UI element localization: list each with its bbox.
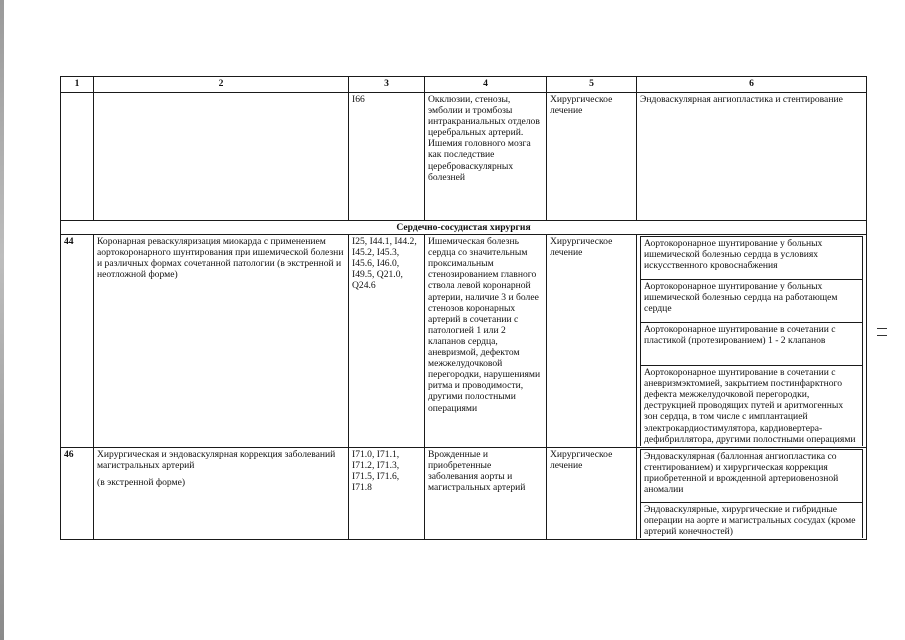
- name-cell: [94, 93, 349, 221]
- header-cell: 5: [547, 77, 637, 93]
- table-row-46: [61, 447, 867, 539]
- row-name: Хирургическая и эндоваскулярная коррекция заболеваний магистральных артерий: [97, 448, 336, 471]
- number-cell: [61, 93, 94, 221]
- header-cell: 4: [425, 77, 547, 93]
- procedures-table: [60, 76, 867, 540]
- method-item: Эндоваскулярная (баллонная ангиопластика со стентированием) и хирургическая коррекция приобретенной и врожденной артериовенозной аномалии: [641, 449, 863, 502]
- methods-cell: [637, 447, 867, 539]
- condition-cell: Окклюзии, стенозы, эмболии и тромбозы интракраниальных отделов церебральных артерий. Ишемия головного мозга как последствие цереброваскулярных болезней: [425, 93, 547, 221]
- condition-cell: Врожденные и приобретенные заболевания аорты и магистральных артерий: [425, 447, 547, 539]
- methods-list: [640, 236, 863, 446]
- header-cell: 2: [94, 77, 349, 93]
- name-cell: Коронарная реваскуляризация миокарда с применением аортокоронарного шунтирования при ишемической болезни и различных формах сочетанной патологии (в экстренной и неотложной форме): [94, 235, 349, 448]
- methods-cell: [637, 235, 867, 448]
- table-row-continued: [61, 93, 867, 221]
- method-item: Аортокоронарное шунтирование у больных ишемической болезнью сердца в условиях искусственного кровоснабжения: [641, 237, 863, 280]
- treatment-cell: Хирургическое лечение: [547, 447, 637, 539]
- scan-edge: [0, 0, 4, 640]
- codes-cell: I71.0, I71.1, I71.2, I71.3, I71.5, I71.6, I71.8: [349, 447, 425, 539]
- treatment-cell: Хирургическое лечение: [547, 235, 637, 448]
- row-number: 44: [61, 235, 94, 448]
- row-number: 46: [61, 447, 94, 539]
- header-cell: 3: [349, 77, 425, 93]
- row-name-note: (в экстренной форме): [97, 476, 186, 488]
- header-cell: 1: [61, 77, 94, 93]
- margin-mark: [877, 328, 887, 336]
- section-row: [61, 221, 867, 235]
- method-item: Аортокоронарное шунтирование в сочетании с пластикой (протезированием) 1 - 2 клапанов: [641, 323, 863, 366]
- codes-cell: I25, I44.1, I44.2, I45.2, I45.3, I45.6, I46.0, I49.5, Q21.0, Q24.6: [349, 235, 425, 448]
- header-cell: 6: [637, 77, 867, 93]
- method-cell: Эндоваскулярная ангиопластика и стентирование: [637, 93, 867, 221]
- methods-list: [640, 449, 863, 538]
- codes-cell: I66: [349, 93, 425, 221]
- section-title: Сердечно-сосудистая хирургия: [61, 221, 867, 235]
- name-cell: [94, 447, 349, 539]
- treatment-cell: Хирургическое лечение: [547, 93, 637, 221]
- table-row-44: [61, 235, 867, 448]
- method-item: Аортокоронарное шунтирование у больных ишемической болезнью сердца на работающем сердце: [641, 280, 863, 323]
- header-row: [61, 77, 867, 93]
- method-item: Эндоваскулярные, хирургические и гибридные операции на аорте и магистральных сосудах (кроме артерий конечностей): [641, 502, 863, 538]
- condition-cell: Ишемическая болезнь сердца со значительным проксимальным стенозированием главного ствола левой коронарной артерии, наличие 3 и более стенозов коронарных артерий в сочетании с патологией 1 или 2 клапанов сердца, аневризмой, дефектом межжелудочковой перегородки, нарушениями ритма и проводимости, другими полостными операциями: [425, 235, 547, 448]
- method-item: Аортокоронарное шунтирование в сочетании с аневризмэктомией, закрытием постинфарктного дефекта межжелудочковой перегородки, деструкцией проводящих путей и аритмогенных зон сердца, в том числе с имплантацией электрокардиостимулятора, кардиовертера-дефибриллятора, другими полостными операциями: [641, 366, 863, 446]
